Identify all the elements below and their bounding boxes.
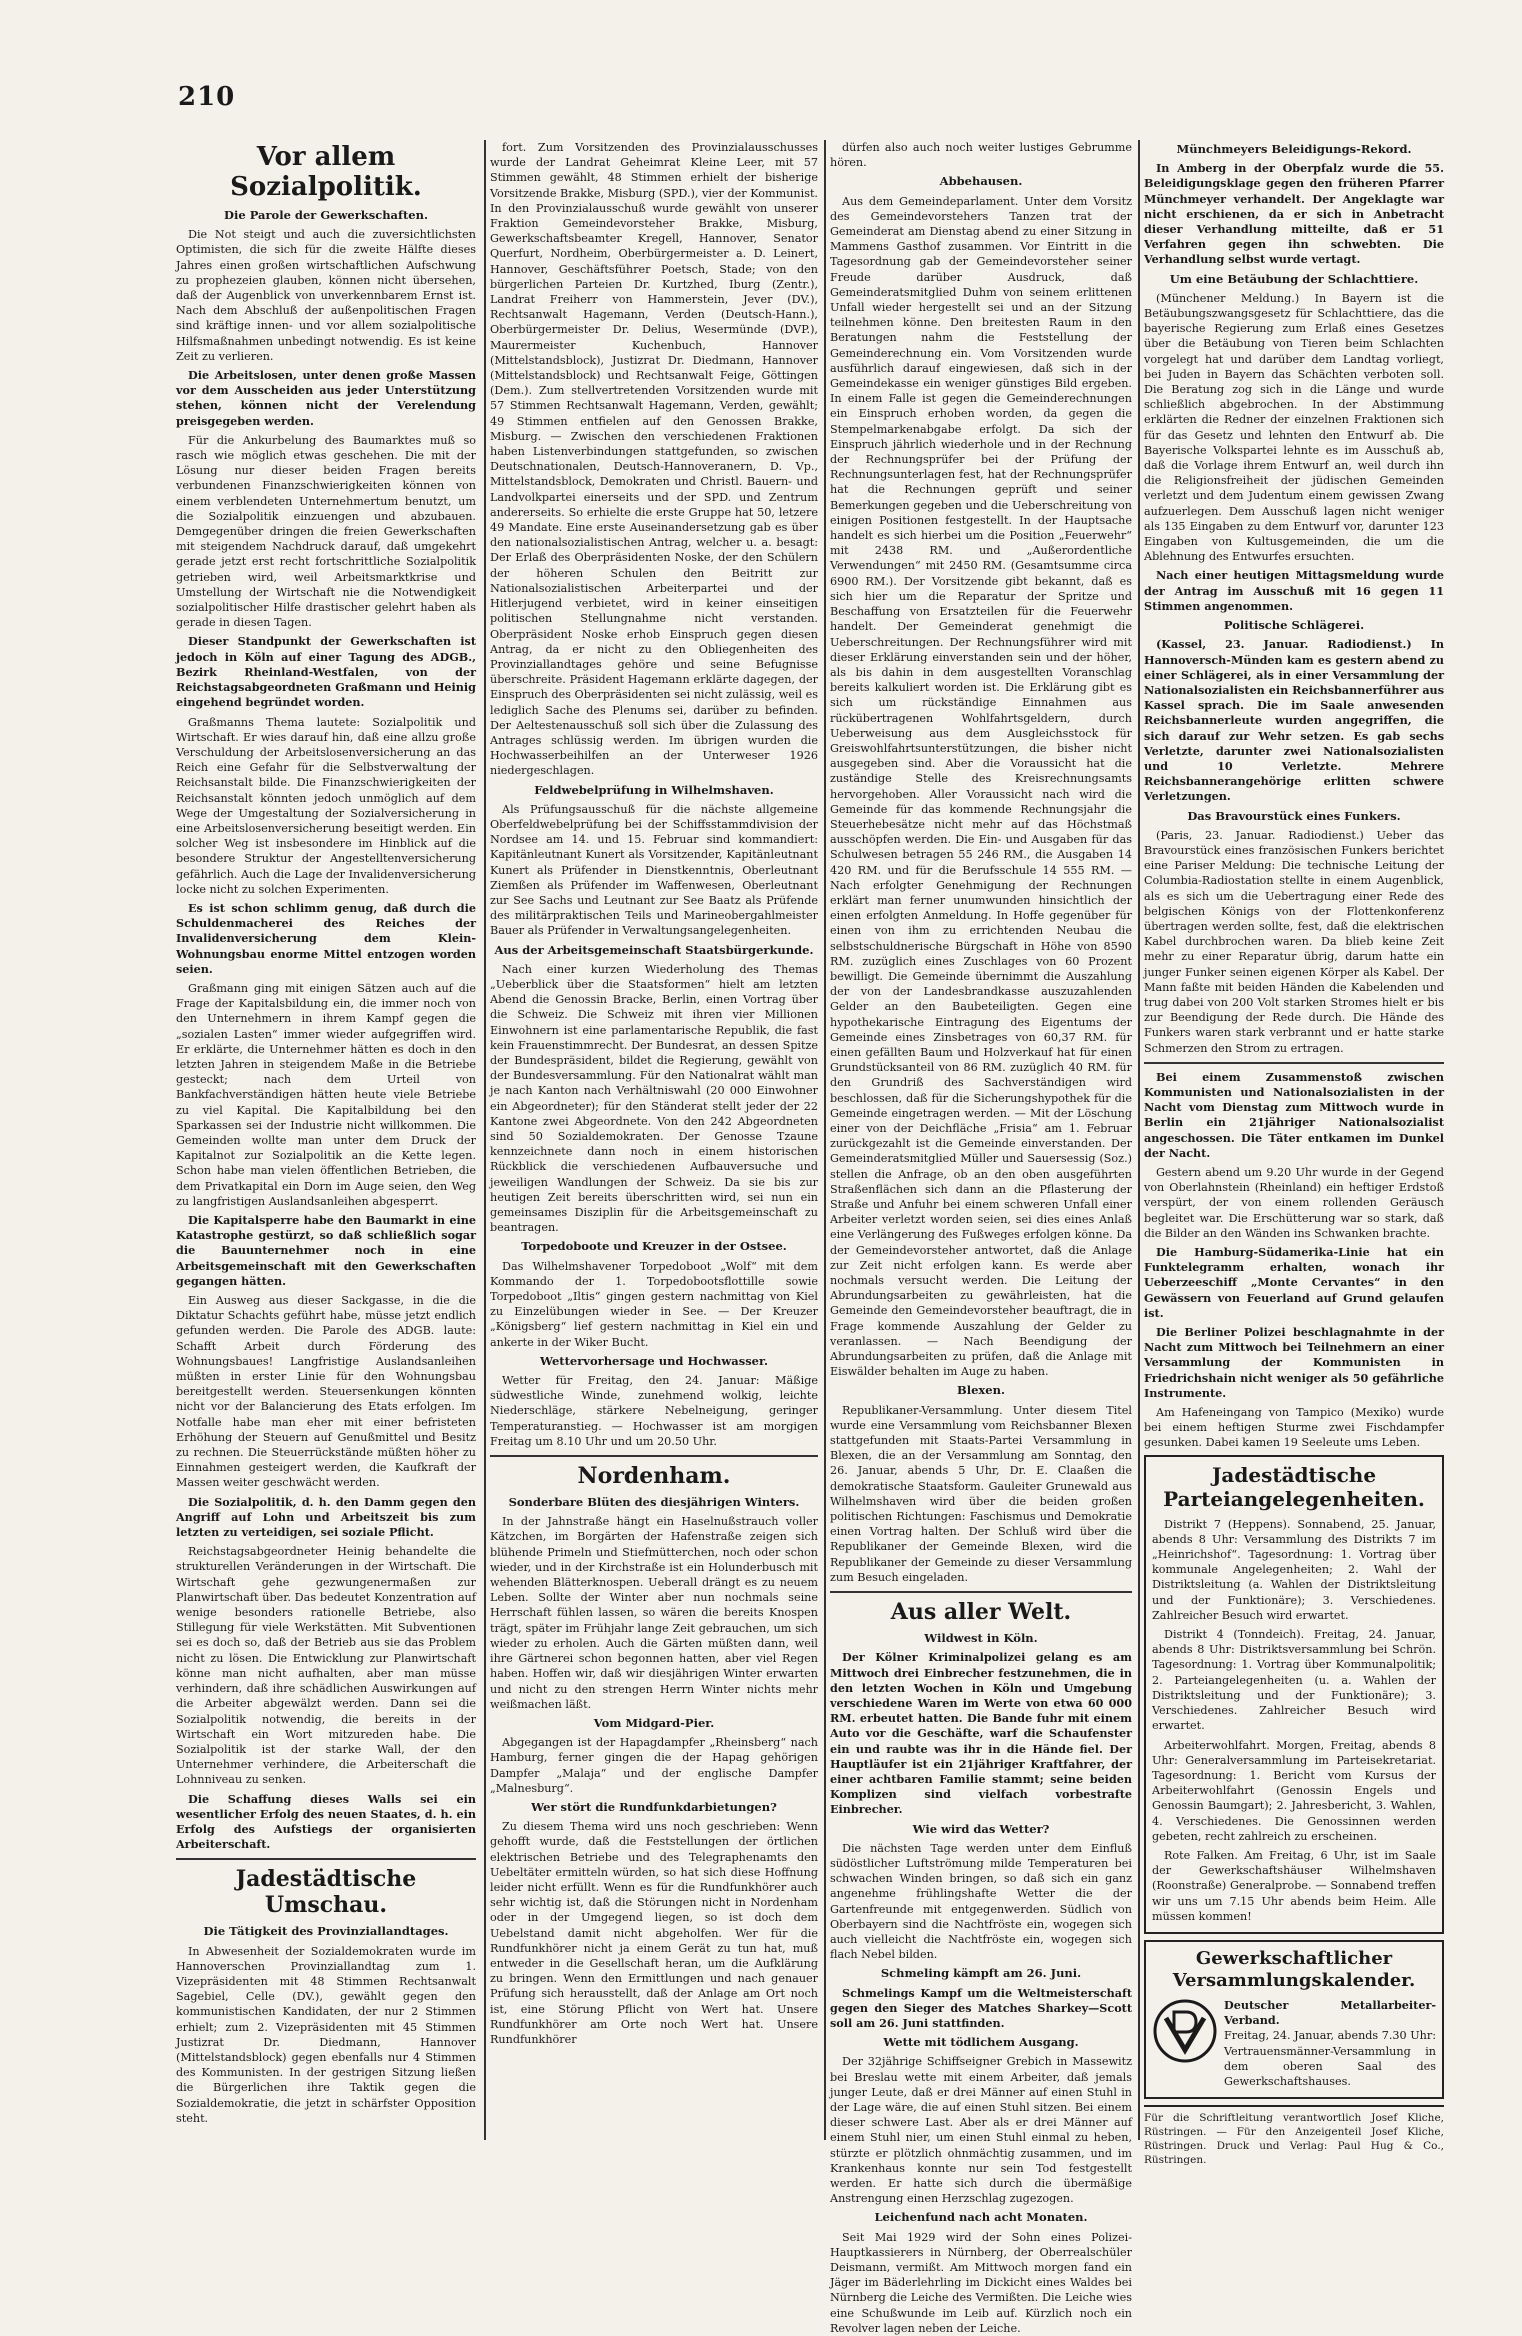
section-title: Blexen. bbox=[957, 1383, 1005, 1398]
paragraph: Aus dem Gemeindeparlament. Unter dem Vorsitz des Gemeindevorstehers Tanzen trat der Gemeinderat am Dienstag abend zu einer Sitzung in Mammens Gasthof zusammen. Vor Eintritt in die Tagesordnung gab der Gemeindevorsteher seiner Freude darüber Ausdruck, daß Gemeinderatsmitglied Duhm von seinem erlittenen Unfall wieder hergestellt sei und an der Sitzung teilnehmen könne. Den breitesten Raum in den Beratungen nahm die Feststellung der Gemeinderechnung ein. Vom Vorsitzenden wurde ausführlich darauf eingewiesen, daß sich in der Gemeindekasse ein weniger günstiges Bild ergeben. In einem Falle ist gegen die Gemeinderechnungen ein Einspruch erhoben worden, da gegen die Stempelmarkenabgabe erfolgt. Da sich der Einspruch jährlich wiederhole und in der Rechnung der Rechnungsprüfer bei der Prüfung der Rechnungsunterlagen fest, hat der Rechnungsprüfer hat die Rechnungen geprüft und seiner Bemerkungen gegeben und die Ueberschreitung von einigen Positionen festgestellt. In der Hauptsache handelt es sich hierbei um die Position „Feuerwehr“ mit 2438 RM. und „Außerordentliche Verwendungen“ mit 2450 RM. (Gesamtsumme circa 6900 RM.). Der Vorsitzende gibt bekannt, daß es sich hier um die Reparatur der Spritze und Beschaffung von Ersatzteilen für die Feuerwehr handelt. Der Gemeinderat genehmigt die Ueberschreitungen. Der Rechnungsführer wird mit dieser Erklärung einverstanden sein und der höher, als bis dahin in dem ausgestellten Voranschlag bereits kalkuliert worden ist. Die Erklärung gibt es sich um rückständige Einnahmen aus rückübertragenen Wohlfahrtsgeldern, durch Ueberweisung aus dem Ausgleichsstock für Greiswohlfahrtsunterstützungen, die bisher nicht ausgegeben sind. Aber die Voraussicht hat die zuständige Stelle des Kreisrechnungsamts hervorgehoben. Aller Voraussicht nach wird die Gemeinde für das kommende Rechnungsjahr die Steuerhebesätze nicht mehr auf das Höchstmaß ausschöpfen werden. Die Ein- und Ausgaben für das Schulwesen betragen 55 246 RM., die Ausgaben 14 420 RM. und für die Berufsschule 14 555 RM. — Nach erfolgter Genehmigung der Rechnungen erklärt man ferner unumwunden hinsichtlich der einen erfolgten Anmeldung. In Hoffe gegenüber für einen von ihm zu errichtenden Neubau die selbstschuldnerische Bürgschaft in Höhe von 8590 RM. zuzüglich eines Zuschlages von 60 Prozent bewilligt. Die Gemeinde übernimmt die Auszahlung der von der Landesbrandkasse auszuzahlenden Gelder an den Baubeteiligten. Gegen eine hypothekarische Eintragung des Eigentums der Gemeinde eines Zinsbetrages von 60,37 RM. für einen gefällten Baum und Holzverkauf hat für einen Grundstücksanteil von 86 RM. zuzüglich 40 RM. für den Grundriß des Sachverständigen wird beschlossen, daß für die Sicherungshypothek für die Gemeinde eingetragen werden. — Mit der Löschung einer von der Deichfläche „Frisia“ am 1. Februar zurückgezahlt ist die Gemeinde einverstanden. Der Gemeinderatsmitglied Müller und Sauersessig (Soz.) stellen die Anfrage, ob an den oben ausgeführten Straßenflächen sich dann an die Pflasterung der Straße und Anfuhr bei einem schweren Unfall einer Arbeiter verletzt worden seien, sei dies eines Anlaß eine Verlängerung des Fußweges erfolgen könne. Da der Gemeindevorsteher antwortet, daß die Anlage zur Zeit nicht erfolgen kann. Es werde aber nochmals versucht werden. Die Leitung der Abrundungsarbeiten zu gewährleisten, hat die Gemeinde den Gemeindevorsteher beauftragt, die in Frage kommende Auszahlung der Gelder zu veranlassen. — Nach Beendigung der Abrundungsarbeiten zu prüfen, daß die Anlage mit Eiswälder behalten im Auge zu haben. bbox=[830, 194, 1132, 1379]
divider bbox=[176, 1858, 476, 1860]
column-4 bbox=[1144, 140, 1444, 2170]
section-title: Um eine Betäubung der Schlachttiere. bbox=[1169, 271, 1419, 286]
paragraph: Zu diesem Thema wird uns noch geschrieben: Wenn gehofft wurde, daß die Feststellungen der örtlichen elektrischen Betriebe und des Telegraphenamts den Uebeltäter ermitteln würden, so hat sich diese Hoffnung leider nicht erfüllt. Wenn es für die Rundfunkhörer auch sehr wichtig ist, daß die Störungen nicht in Nordenham oder in der Umgegend liegen, so ist doch dem Uebelstand damit nicht abgeholfen. Wer für die Rundfunkhörer nicht ja einem Gerät zu tun hat, muß entweder in die Gesellschaft heran, um die Aufklärung zu bringen. Wenn den Ermittlungen und nach genauer Prüfung sich herausstellt, daß der Anlage am Ort noch ist, eine Störung Pflicht von Wert hat. Unsere Rundfunkhörer am Orte noch Wert hat. Unsere Rundfunkhörer bbox=[490, 1820, 818, 2046]
paragraph: In der Jahnstraße hängt ein Haselnußstrauch voller Kätzchen, im Borgärten der Hafenstraße zeigen sich blühende Primeln und Stiefmütterchen, noch oder schon wieder, und in der Kirchstraße ist ein Holunderbusch mit wehenden Blätterknospen. Ueberall drängt es zu neuem Leben. Sollte der Winter aber nun nochmals seine Herrschaft fühlen lassen, so wären die bereits Knospen trägt, später im Frühjahr lange Zeit gebrauchen, um sich wieder zu erholen. Auch die Gärten müßten dann, weil ihre Gärtnerei schon begonnen hatten, aber viel Regen haben. Hoffen wir, daß wir diesjährigen Winter erwarten und nicht zu den strengen Herrn Winter nichts mehr weißmachen läßt. bbox=[490, 1515, 818, 1711]
paragraph: Bei einem Zusammenstoß zwischen Kommunisten und Nationalsozialisten in der Nacht vom Dienstag zum Mittwoch wurde in Berlin ein 21jähriger Nationalsozialist angeschossen. Die Täter entkamen im Dunkel der Nacht. bbox=[1144, 1069, 1444, 1160]
divider bbox=[830, 1591, 1132, 1593]
paragraph: Die Kapitalsperre habe den Baumarkt in eine Katastrophe gestürzt, so daß schließlich sogar die Bauunternehmer noch in eine Arbeitsgemeinschaft mit den Gewerkschaften gegangen hätten. bbox=[176, 1213, 476, 1288]
organisation-name: Deutscher Metallarbeiter-Verband. bbox=[1224, 1997, 1436, 2028]
paragraph: Reichstagsabgeordneter Heinig behandelte die strukturellen Veränderungen in der Wirtschaft. Die Wirtschaft gehe gezwungenermaßen zur Planwirtschaft über. Das bedeutet Konzentration auf wenige besonders rationelle Betriebe, also Stillegung für viele Werkstätten. Mit Subventionen sei es doch so, daß der Betrieb aus sie das Problem nicht zu lösen. Die Entwicklung zur Planwirtschaft könne man nicht aufhalten, aber man müsse verhindern, daß ihre schädlichen Auswirkungen auf die Arbeiter abgewälzt werden. Dann sei die Sozialpolitik notwendig, die bereits in der Wirtschaft ein Wort mitzureden habe. Die Sozialpolitik ist der starke Wall, der den Unternehmer verhindere, die Arbeiterschaft die Lohnniveau zu senken. bbox=[176, 1545, 476, 1787]
paragraph: Graßmann ging mit einigen Sätzen auch auf die Frage der Kapitalsbildung ein, die immer noch von den Unternehmern in ihrem Kampf gegen die „sozialen Lasten“ immer wieder aufgegriffen wird. Er erklärte, die Unternehmer hätten es doch in den letzten Jahren in steigendem Maße in die Betriebe gesteckt; nach dem Urteil von Bankfachverständigen hätten heute viele Betriebe zu viel Kapital. Die Kapitalbildung bei den Sparkassen sei der Industrie nicht willkommen. Die Gemeinden wollte man unter dem Druck der Kapitalnot zur Sozialpolitik an die Kette legen. Schon habe man vielen öffentlichen Betrieben, die dem Privatkapital ein Dorn im Auge seien, den Weg zu langfristigen Auslandsanleihen abgesperrt. bbox=[176, 981, 476, 1208]
union-calendar-box bbox=[1144, 1940, 1444, 2099]
section-title: Schmeling kämpft am 26. Juni. bbox=[880, 1966, 1082, 1981]
box-headline: Jadestädtische Parteiangelegenheiten. bbox=[1163, 1462, 1425, 1511]
paragraph: (Münchener Meldung.) In Bayern ist die Betäubungszwangsgesetz für Schlachttiere, das die bayerische Regierung zum Erlaß eines Gesetzes über die Betäubung von Tieren beim Schlachten vorgelegt hat und darüber dem Landtag vorliegt, bei Juden in Bayern das Schächten verboten soll. Die Beratung zog sich in die Länge und wurde schließlich abgebrochen. In der Abstimmung erklärten die Redner der einzelnen Fraktionen sich für das Gesetz und lehnten den Entwurf ab. Die Bayerische Volkspartei lehnte es im Ausschuß ab, daß die Vorlage ihrem Entwurf an, weil durch ihn die Religionsfreiheit der jüdischen Gemeinden verletzt und dem Judentum einem gewissen Zwang aufzuerlegen. Dem Ausschuß lagen nicht weniger als 135 Eingaben zu dem Entwurf vor, darunter 123 Eingaben von Kultusgemeinden, die um die Ablehnung des Entwurfes ersuchten. bbox=[1144, 291, 1444, 564]
paragraph: Gestern abend um 9.20 Uhr wurde in der Gegend von Oberlahnstein (Rheinland) ein heftiger Erdstoß verspürt, der von einem rollenden Geräusch begleitet war. Die Erschütterung war so stark, daß die Bilder an den Wänden ins Schwanken brachte. bbox=[1144, 1166, 1444, 1240]
column-2 bbox=[490, 140, 818, 2170]
section-title: Politische Schlägerei. bbox=[1223, 618, 1365, 633]
section-headline: Jadestädtische Umschau. bbox=[235, 1866, 417, 1919]
paragraph: In Abwesenheit der Sozialdemokraten wurde im Hannoverschen Provinziallandtag zum 1. Vizepräsidenten mit 48 Stimmen Rechtsanwalt Sagebiel, Celle (DV.), gewählt gegen den kommunistischen Kandidaten, der nur 2 Stimmen erhielt; zum 2. Vizepräsidenten mit 45 Stimmen Justizrat Dr. Diedmann, Hannover (Mittelstandsblock) gegen ebenfalls nur 4 Stimmen des Kommunisten. In der gestrigen Sitzung ließen die Bürgerlichen ihre Taktik gegen die Sozialdemokratie, die jetzt in schärfster Opposition steht. bbox=[176, 1944, 476, 2125]
column-rule bbox=[484, 140, 486, 2140]
paragraph: Ein Ausweg aus dieser Sackgasse, in die die Diktatur Schachts geführt habe, müsse jetzt endlich gefunden werden. Die Parole des ADGB. laute: Schafft Arbeit durch Förderung des Wohnungsbaues! Langfristige Auslandsanleihen müßten in erster Linie für den Wohnungsbau bereitgestellt werden. Steuersenkungen könnten nicht vor der Balancierung des Etats erfolgen. Im Notfalle habe man eher mit einer befristeten Erhöhung der Steuern auf Genußmittel und Besitz zu rechnen. Die Steuerrückstände müßten höher zu Einnahmen gesteigert werden, die Kaufkraft der Massen weiter geschwächt werden. bbox=[176, 1294, 476, 1490]
section-title: Wettervorhersage und Hochwasser. bbox=[539, 1353, 769, 1368]
section-headline: Aus aller Welt. bbox=[890, 1599, 1072, 1626]
union-logo-icon bbox=[1152, 1998, 1218, 2064]
paragraph: dürfen also auch noch weiter lustiges Gebrumme hören. bbox=[830, 141, 1132, 170]
paragraph: Dieser Standpunkt der Gewerkschaften ist jedoch in Köln auf einer Tagung des ADGB., Bezirk Rheinland-Westfalen, von der Reichstagsabgeordneten Graßmann und Heinig eingehend begründet worden. bbox=[176, 634, 476, 710]
section-title: Wer stört die Rundfunkdarbietungen? bbox=[531, 1799, 777, 1814]
paragraph: Die Sozialpolitik, d. h. den Damm gegen den Angriff auf Lohn und Arbeitszeit bis zum letzten zu verteidigen, sei soziale Pflicht. bbox=[176, 1494, 476, 1540]
section-title: Wette mit tödlichem Ausgang. bbox=[883, 2035, 1079, 2050]
section-title: Münchmeyers Beleidigungs-Rekord. bbox=[1176, 142, 1412, 156]
section-title: Abbehausen. bbox=[939, 174, 1023, 189]
section-headline: Nordenham. bbox=[577, 1463, 731, 1490]
paragraph: Am Hafeneingang von Tampico (Mexiko) wurde bei einem heftigen Sturme zwei Fischdampfer gesunken. Dabei kamen 19 Seeleute ums Leben. bbox=[1144, 1406, 1444, 1450]
paragraph: Wetter für Freitag, den 24. Januar: Mäßige südwestliche Winde, zunehmend wolkig, leichte Niederschläge, stärkere Nebelneigung, geringer Temperaturanstieg. — Hochwasser ist am morgigen Freitag um 8.10 Uhr und um 20.50 Uhr. bbox=[490, 1374, 818, 1448]
paragraph: In Amberg in der Oberpfalz wurde die 55. Beleidigungsklage gegen den früheren Pfarrer Münchmeyer verhandelt. Der Angeklagte war nicht erschienen, da er sich in Anbetracht dieser Verhandlung mitteilte, daß er 51 Verfahren gegen ihn schwebten. Die Verhandlung selbst wurde vertagt. bbox=[1144, 161, 1444, 267]
notice: Distrikt 7 (Heppens). Sonnabend, 25. Januar, abends 8 Uhr: Versammlung des Distrikts 7 im „Heinrichshof“. Tagesordnung: 1. Vortrag über kommunale Angelegenheiten; 2. Wahl der Distriktsleitung (a. Wahlen der Distriktsleitung und der Funktionäre); 3. Verschiedenes. Zahlreicher Besuch wird erwartet. bbox=[1152, 1517, 1436, 1622]
imprint: Für die Schriftleitung verantwortlich Josef Kliche, Rüstringen. — Für den Anzeigenteil Josef Kliche, Rüstringen. Druck und Verlag: Paul Hug & Co., Rüstringen. bbox=[1144, 2105, 1444, 2167]
section-title: Vom Midgard-Pier. bbox=[593, 1715, 715, 1730]
paragraph: Graßmanns Thema lautete: Sozialpolitik und Wirtschaft. Er wies darauf hin, daß eine allzu große Verschuldung der Arbeitslosenversicherung an das Reich eine Gefahr für die Selbstverwaltung der Reichsanstalt bilde. Die Finanzschwierigkeiten der Reichsanstalt könnten jedoch unmöglich auf dem Wege der Umgestaltung der Sozialversicherung in eine Arbeitslosenversicherung beseitigt werden. Ein solcher Weg ist insbesondere im Hinblick auf die besondere Struktur der Angestelltenversicherung gefährlich. Auch die Lage der Invalidenversicherung locke nicht zu solchen Experimenten. bbox=[176, 715, 476, 896]
paragraph: Schmelings Kampf um die Weltmeisterschaft gegen den Sieger des Matches Sharkey—Scott soll am 26. Juni stattfinden. bbox=[830, 1985, 1132, 2030]
divider bbox=[490, 1455, 818, 1457]
notice: Rote Falken. Am Freitag, 6 Uhr, ist im Saale der Gewerkschaftshäuser Wilhelmshaven (Roonstraße) Generalprobe. — Sonnabend treffen wir uns um 7.15 Uhr abends beim Heim. Alle müssen kommen! bbox=[1152, 1848, 1436, 1923]
article-headline: Vor allem Sozialpolitik. bbox=[230, 142, 422, 202]
paragraph: fort. Zum Vorsitzenden des Provinzialausschusses wurde der Landrat Geheimrat Kleine Leer, mit 57 Stimmen gewählt, 48 Stimmen erhielt der bisherige Vorsitzende Brakke, Misburg (SPD.), vier der Kommunist. In den Provinzialausschuß wurde gewählt von unserer Fraktion Gemeindevorsteher Brakke, Misburg, Gewerkschaftsbeamter Kregell, Hannover, Senator Querfurt, Nordheim, Oberbürgermeister a. D. Leinert, Hannover, Geschäftsführer Poetsch, Stade; von den bürgerlichen Parteien Dr. Kurtzhed, Iburg (Zentr.), Landrat Freiherr von Hammerstein, Jever (DV.), Rechtsanwalt Hagemann, Verden (Deutsch-Hann.), Oberbürgermeister Dr. Delius, Wesermünde (DVP.), Maurermeister Kuchenbuch, Hannover (Mittelstandsblock), Justizrat Dr. Diedmann, Hannover (Mittelstandsblock) und Rechtsanwalt Feige, Göttingen (Dem.). Zum stellvertretenden Vorsitzenden wurde mit 57 Stimmen Rechtsanwalt Hagemann, Verden, gewählt; 49 Stimmen entfielen auf den Genossen Brakke, Misburg. — Zwischen den verschiedenen Fraktionen haben Listenverbindungen stattgefunden, so zwischen Deutschnationalen, Deutsch-Hannoveranern, D. Vp., Mittelstandsblock, Demokraten und Christl. Bauern- und Landvolkpartei einerseits und der SPD. und Zentrum andererseits. So erhielte die erste Gruppe hat 50, letzere 49 Mandate. Eine erste Auseinandersetzung gab es über den nationalsozialistischen Antrag, welcher u. a. besagt: Der Erlaß des Oberpräsidenten Noske, der den Schülern der höheren Schulen den Beitritt zur Nationalsozialistischen Arbeiterpartei und der Hitlerjugend verbietet, wird in keiner einseitigen politischen Stellungnahme nicht verstanden. Oberpräsident Noske erhob Einspruch gegen diesen Antrag, da er nicht zu den Obliegenheiten des Provinziallandtages gehöre und seine Befugnisse überschreite. Präsident Hagemann erklärte dagegen, der Einspruch des Oberpräsidenten sei nicht zulässig, weil es lediglich Sache des Plenums sei, darüber zu befinden. Der Aeltestenausschuß soll sich über die Zulassung des Antrages schlüssig werden. Im übrigen wurden die Hochwasserbeihilfen an der Unterweser 1926 niedergeschlagen. bbox=[490, 141, 818, 778]
column-3 bbox=[830, 140, 1132, 2335]
section-subhead: Die Tätigkeit des Provinziallandtages. bbox=[203, 1924, 449, 1939]
paragraph: (Kassel, 23. Januar. Radiodienst.) In Hannoversch-Münden kam es gestern abend zu einer Schlägerei, als in einer Versammlung der Nationalsozialisten ein Reichsbannerführer aus Kassel sprach. Die im Saale anwesenden Reichsbannerleute wurden angegriffen, die sich darauf zur Wehr setzen. Es gab sechs Verletzte, darunter zwei Nationalsozialisten und 10 Verletzte. Mehrere Reichsbannerangehörige erlitten schwere Verletzungen. bbox=[1144, 637, 1444, 804]
section-title: Torpedoboote und Kreuzer in der Ostsee. bbox=[521, 1239, 787, 1254]
paragraph: Der 32jährige Schiffseigner Grebich in Massewitz bei Breslau wette mit einem Arbeiter, daß jemals junger Leute, daß er drei Männer auf einen Stuhl in der Lage wäre, die auf einen Stuhl sitzen. Bei einem dieser schwere Last. Aber als er drei Männer auf einem Stuhl nier, um einen Stuhl einmal zu heben, stürzte er plötzlich ohnmächtig zusammen, und im Krankenhaus konnte nur sein Tod festgestellt werden. Er hatte sich durch die übermäßige Anstrengung einen Herzschlag zugezogen. bbox=[830, 2055, 1132, 2206]
notice: Freitag, 24. Januar, abends 7.30 Uhr: Vertrauensmänner-Versammlung in dem oberen Saal des Gewerkschaftshauses. bbox=[1224, 2029, 1436, 2088]
paragraph: Für die Ankurbelung des Baumarktes muß so rasch wie möglich etwas geschehen. Die mit der Lösung nur dieser beiden Fragen bereits verbundenen Finanzschwierigkeiten können von einem verblendeten Unternehmertum benutzt, um die Sozialpolitik einzuengen und abzubauen. Demgegenüber dringen die freien Gewerkschaften mit steigendem Nachdruck darauf, daß umgekehrt gerade jetzt erst recht fortschrittliche Sozialpolitik getrieben wird, weil Arbeitsmarktkrise und Umstellung der Wirtschaft nie die Notwendigkeit sozialpolitischer Hilfe drastischer gelehrt haben als gerade in diesen Tagen. bbox=[176, 433, 476, 630]
paragraph: Es ist schon schlimm genug, daß durch die Schuldenmacherei des Reiches der Invalidenversicherung dem Klein-Wohnungsbau enorme Mittel entzogen worden seien. bbox=[176, 900, 476, 976]
paragraph: Als Prüfungsausschuß für die nächste allgemeine Oberfeldwebelprüfung bei der Schiffsstammdivision der Nordsee am 14. und 15. Februar sind kommandiert: Kapitänleutnant Kunert als Vorsitzender, Kapitänleutnant Kunert als Prüfender in Dienstkenntnis, Oberleutnant Ziemßen als Prüfender im Waffenwesen, Oberleutnant zur See Sachs und Leutnant zur See Baatz als Prüfende des militärpraktischen Teils und Marineobergahlmeister Bauer als Prüfender in Verwaltungsangelegenheiten. bbox=[490, 802, 818, 938]
paragraph: Abgegangen ist der Hapagdampfer „Rheinsberg“ nach Hamburg, ferner gingen die der Hapag gehörigen Dampfer „Malaja“ und der englische Dampfer „Malnesburg“. bbox=[490, 1736, 818, 1795]
paragraph: Die Not steigt und auch die zuversichtlichsten Optimisten, die sich für die zweite Hälfte dieses Jahres einen großen wirtschaftlichen Aufschwung zu prophezeien glauben, können nicht übersehen, daß der Augenblick von unverkennbarem Ernst ist. Nach dem Abschluß der außenpolitischen Fragen sind kräftige innen- und vor allem sozialpolitische Hilfsmaßnahmen unbedingt notwendig. Es ist keine Zeit zu verlieren. bbox=[176, 228, 476, 363]
section-title: Leichenfund nach acht Monaten. bbox=[874, 2210, 1088, 2225]
article-subhead: Die Parole der Gewerkschaften. bbox=[224, 208, 428, 222]
section-title: Wie wird das Wetter? bbox=[912, 1821, 1050, 1836]
notice: Distrikt 4 (Tonndeich). Freitag, 24. Januar, abends 8 Uhr: Distriktsversammlung bei Schrön. Tagesordnung: 1. Vortrag über Kommunalpolitik; 2. Parteiangelegenheiten (u. a. Wahlen der Distriktsleitung und der Funktionäre); 3. Verschiedenes. Zahlreicher Besuch wird erwartet. bbox=[1152, 1628, 1436, 1733]
divider bbox=[1144, 1062, 1444, 1064]
paragraph: Nach einer heutigen Mittagsmeldung wurde der Antrag im Ausschuß mit 16 gegen 11 Stimmen angenommen. bbox=[1144, 568, 1444, 613]
paragraph: Die Berliner Polizei beschlagnahmte in der Nacht zum Mittwoch bei Teilnehmern an einer Versammlung der Kommunisten in Friedrichshain nicht weniger als 50 gefährliche Instrumente. bbox=[1144, 1325, 1444, 1400]
page-number: 210 bbox=[178, 82, 236, 112]
paragraph: Die Hamburg-Südamerika-Linie hat ein Funktelegramm erhalten, wonach ihr Ueberzeeschiff „Monte Cervantes“ in den Gewässern von Feuerland auf Grund gelaufen ist. bbox=[1144, 1245, 1444, 1320]
column-rule bbox=[1138, 140, 1140, 2140]
paragraph: Die nächsten Tage werden unter dem Einfluß südöstlicher Luftströmung milde Temperaturen bei schwachen Winden bringen, so daß sich ein ganz angenehme frühlingshafte Wetter die der Gartenfreunde mit entgegenwerden. Südlich von Oberbayern sind die Nachtfröste ein, wogegen sich auch vielleicht die Nachtfröste ein, wogegen sich flach Nebel bilden. bbox=[830, 1841, 1132, 1962]
column-rule bbox=[824, 140, 826, 2140]
paragraph: Die Arbeitslosen, unter denen große Massen vor dem Ausscheiden aus jeder Unterstützung stehen, können nicht der Verelendung preisgegeben werden. bbox=[176, 368, 476, 428]
box-headline: Gewerkschaftlicher Versammlungskalender. bbox=[1172, 1947, 1416, 1991]
paragraph: Das Wilhelmshavener Torpedoboot „Wolf“ mit dem Kommando der 1. Torpedobootsflottille sowie Torpedoboot „Iltis“ gingen gestern nachmittag von Kiel zu Einzelübungen wieder in See. — Der Kreuzer „Königsberg“ lief gestern nachmittag in Kiel ein und ankerte in der Wiker Bucht. bbox=[490, 1259, 818, 1349]
paragraph: Nach einer kurzen Wiederholung des Themas „Ueberblick über die Staatsformen“ hielt am letzten Abend die Genossin Bracke, Berlin, einen Vortrag über die Schweiz. Die Schweiz mit ihren vier Millionen Einwohnern ist eine parlamentarische Republik, die fast kein Frauenstimmrecht. Der Bundesrat, an dessen Spitze der Bundespräsident, bildet die Regierung, gewählt von der Bundesversammlung. Für den Nationalrat wählt man je nach Kanton nach Verhältniswahl (20 000 Einwohner ein Abgeordneter); für den Ständerat stellt jeder der 22 Kantone zwei Abgeordnete. Von den 242 Abgeordneten sind 50 Sozialdemokraten. Der Genosse Tzaune kennzeichnete dann noch in einem historischen Rückblick die verschiedenen Aufbauversuche und jeweiligen Wandlungen der Schweiz. Da sie bis zur heutigen Zeit bereits überschritten wird, sei nun ein gemeinsames Disziplin für die Arbeitsgemeinschaft zu beantragen. bbox=[490, 962, 818, 1235]
section-title: Wildwest in Köln. bbox=[924, 1631, 1038, 1646]
section-title: Aus der Arbeitsgemeinschaft Staatsbürgerkunde. bbox=[494, 942, 814, 957]
paragraph: Die Schaffung dieses Walls sei ein wesentlicher Erfolg des neuen Staates, d. h. ein Erfolg des Aufstiegs der organisierten Arbeiterschaft. bbox=[176, 1791, 476, 1852]
column-1 bbox=[176, 140, 476, 2170]
paragraph: Republikaner-Versammlung. Unter diesem Titel wurde eine Versammlung vom Reichsbanner Blexen stattgefunden mit Staats-Partei Versammlung in Blexen, die an der Versammlung am Sonntag, den 26. Januar, abends 5 Uhr, Dr. E. Claaßen die demokratische Staatsform. Gauleiter Grunewald aus Wilhelmshaven wird über die beiden großen politischen Richtungen: Faschismus und Demokratie einen Vortrag halten. Der Schluß wird über die Republikaner der Gemeinde Blexen, wird die Republikaner der Gemeinde zu dieser Versammlung zum Besuch eingeladen. bbox=[830, 1403, 1132, 1584]
party-notices-box bbox=[1144, 1455, 1444, 1934]
section-title: Feldwebelprüfung in Wilhelmshaven. bbox=[534, 782, 774, 797]
paragraph: Der Kölner Kriminalpolizei gelang es am Mittwoch drei Einbrecher festzunehmen, die in den letzten Wochen in Köln und Umgebung verschiedene Waren im Werte von etwa 60 000 RM. erbeutet hatten. Die Bande fuhr mit einem Auto vor die Geschäfte, warf die Schaufenster ein und raubte was ihr in die Hände fiel. Der Hauptläufer ist ein 21jähriger Kraftfahrer, der einer achtbaren Familie stammt; seine beiden Komplizen sind vielfach vorbestrafte Einbrecher. bbox=[830, 1650, 1132, 1817]
paragraph: (Paris, 23. Januar. Radiodienst.) Ueber das Bravourstück eines französischen Funkers berichtet eine Pariser Meldung: Die technische Leitung der Columbia-Radiostation stellte in einem Augenblick, als es sich um die Uebertragung einer Rede des belgischen Königs von der Flottenkonferenz übertragen werden sollte, fest, daß die elektrischen Kabel durchbrochen waren. Da blieb keine Zeit mehr zu einer Reparatur übrig, darum hatte ein junger Funker seinen eigenen Körper als Kabel. Der Mann faßte mit beiden Händen die Kabelenden und trug dabei von 200 Volt starken Stromes hielt er bis zur Beendigung der Rede durch. Die Hände des Funkers waren stark verbrannt und er hatte starke Schmerzen den Strom zu ertragen. bbox=[1144, 828, 1444, 1055]
section-subhead: Sonderbare Blüten des diesjährigen Winters. bbox=[508, 1495, 800, 1510]
paragraph: Seit Mai 1929 wird der Sohn eines Polizei-Hauptkassierers in Nürnberg, der Oberrealschüler Deismann, vermißt. Am Mittwoch morgen fand ein Jäger im Bäderlehrling im Dickicht eines Waldes bei Nürnberg die Leiche des Vermißten. Die Leiche wies eine Schußwunde im Leib auf. Kürzlich noch ein Revolver lagen neben der Leiche. bbox=[830, 2230, 1132, 2335]
section-title: Das Bravourstück eines Funkers. bbox=[1187, 808, 1401, 823]
notice: Arbeiterwohlfahrt. Morgen, Freitag, abends 8 Uhr: Generalversammlung im Parteisekretariat. Tagesordnung: 1. Bericht vom Kursus der Arbeiterwohlfahrt (Genossin Engels und Genossin Baumgart); 2. Jahresbericht, 3. Wahlen, 4. Verschiedenes. Die Genossinnen werden gebeten, recht zahlreich zu erscheinen. bbox=[1152, 1738, 1436, 1843]
